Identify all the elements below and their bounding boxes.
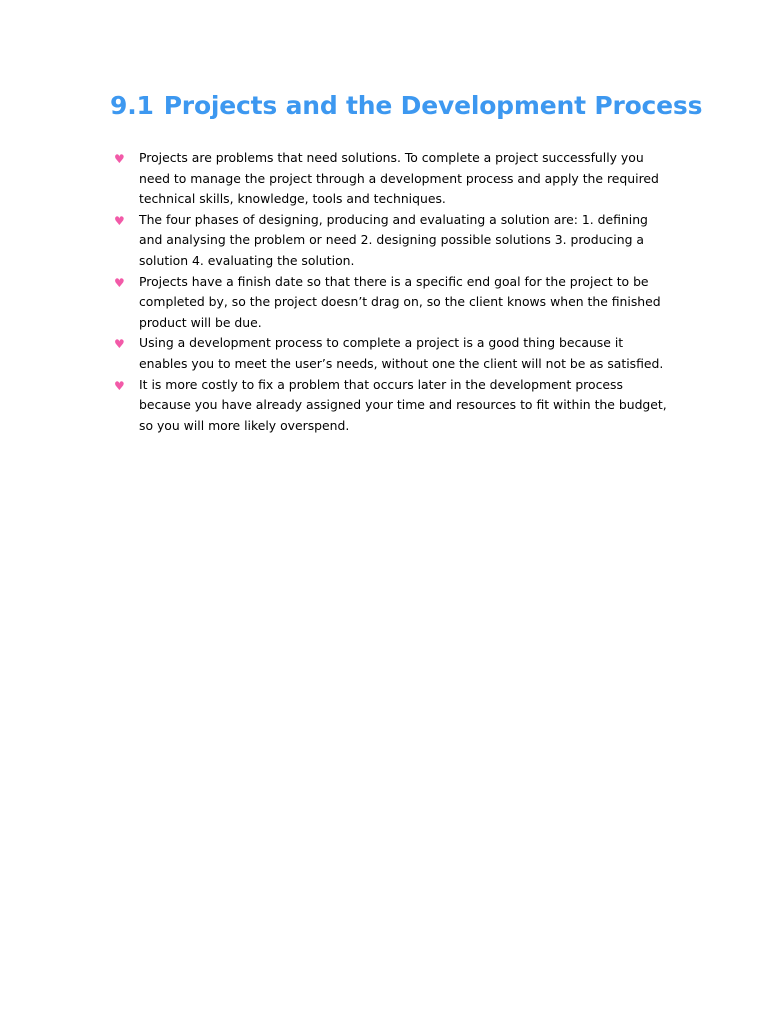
- bullet-text: Using a development process to complete a project is a good thing because it enables you to meet the user’s needs, without one the client will not be as satisfied.: [139, 335, 664, 371]
- bullet-text: The four phases of designing, producing and evaluating a solution are: 1. defining and analysing the problem or need 2. designing possible solutions 3. producing a solution 4. evaluating the solution.: [139, 211, 648, 268]
- heart-icon: ♥: [114, 337, 125, 352]
- section-title: Projects and the Development Process: [163, 91, 703, 120]
- heart-icon: ♥: [114, 152, 125, 166]
- bullet-text: Projects have a finish date so that there is a specific end goal for the project to be completed by, so the project doesn’t drag on, so the client knows when the finished product will be due.: [139, 273, 661, 330]
- list-item: [110, 333, 670, 374]
- bullet-list: [110, 148, 670, 436]
- list-item: [110, 375, 670, 437]
- bullet-text: It is more costly to fix a problem that occurs later in the development process because you have already assigned your time and resources to fit within the budget, so you will more likely overspend.: [139, 376, 667, 433]
- list-item: [110, 210, 670, 272]
- heart-icon: ♥: [114, 275, 125, 290]
- list-item: [110, 272, 670, 334]
- section-number: 9.1: [110, 91, 154, 120]
- bullet-text: Projects are problems that need solutions. To complete a project successfully you need to manage the project through a development process and apply the required technical skills, knowledge, tools and techniques.: [139, 150, 659, 207]
- heart-icon: ♥: [114, 378, 125, 393]
- list-item: [110, 148, 670, 210]
- heart-icon: ♥: [114, 213, 125, 228]
- section-heading: [110, 88, 702, 124]
